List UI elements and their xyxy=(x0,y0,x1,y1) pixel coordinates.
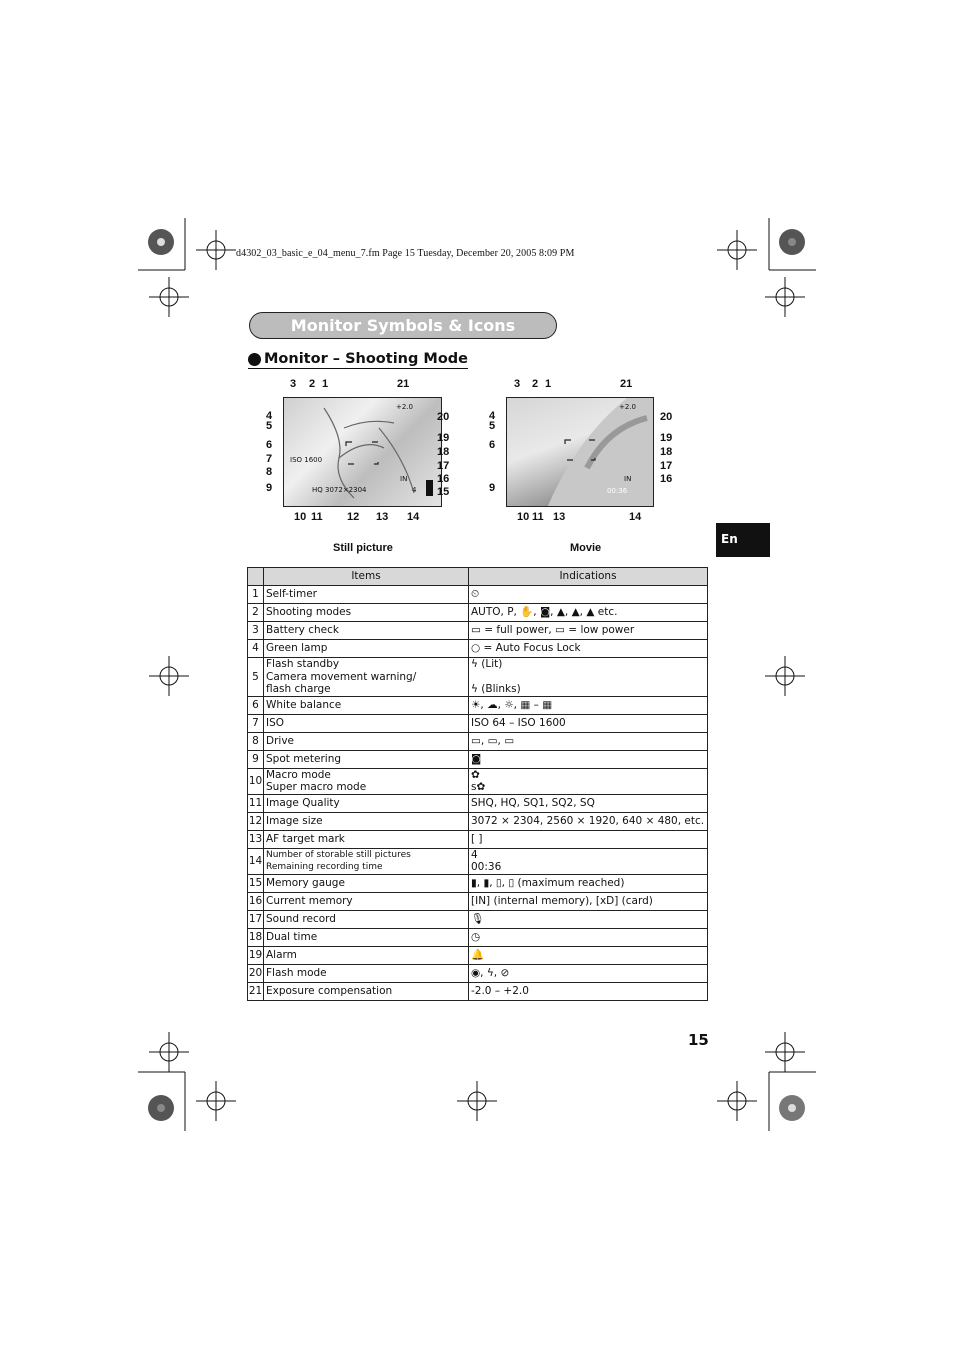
still-callout-7: 7 xyxy=(266,453,273,465)
row-item xyxy=(264,732,469,750)
row-indication-line: ⏲ xyxy=(471,588,480,601)
still-callout-5: 5 xyxy=(266,420,273,432)
row-indication xyxy=(469,982,708,1000)
row-number: 18 xyxy=(248,928,264,946)
table-row xyxy=(248,830,708,848)
movie-callout-10: 10 xyxy=(517,511,530,523)
row-indication xyxy=(469,604,708,622)
table-row xyxy=(248,794,708,812)
row-item-line: Image Quality xyxy=(266,796,340,809)
bullet-icon xyxy=(248,353,261,366)
row-item-line: Sound record xyxy=(266,912,336,925)
row-item-line: Self-timer xyxy=(266,588,317,601)
still-callout-13: 13 xyxy=(376,511,389,523)
row-number: 2 xyxy=(248,604,264,622)
table-header-indications: Indications xyxy=(469,568,708,586)
row-indication xyxy=(469,874,708,892)
table-row xyxy=(248,848,708,874)
row-indication-line: ▮, ▮, ▯, ▯ (maximum reached) xyxy=(471,876,625,889)
row-item xyxy=(264,640,469,658)
memory-gauge-icon xyxy=(426,480,433,496)
still-picture-screen xyxy=(283,397,442,507)
row-indication xyxy=(469,658,708,697)
row-indication-line: ◷ xyxy=(471,930,481,943)
row-indication xyxy=(469,928,708,946)
movie-callout-5: 5 xyxy=(489,420,496,432)
row-indication-line: ϟ (Lit) xyxy=(471,658,503,670)
row-item-line: AF target mark xyxy=(266,832,345,845)
movie-callout-19: 19 xyxy=(660,432,673,444)
table-row xyxy=(248,946,708,964)
movie-callout-6: 6 xyxy=(489,439,496,451)
row-indication-line: 4 xyxy=(471,848,478,861)
still-count-label: 4 xyxy=(412,486,417,494)
row-indication xyxy=(469,714,708,732)
row-number: 8 xyxy=(248,732,264,750)
row-indication xyxy=(469,732,708,750)
row-item-line: Exposure compensation xyxy=(266,984,393,997)
table-header-num xyxy=(248,568,264,586)
still-quality-label: HQ 3072×2304 xyxy=(312,486,367,494)
section-title: Monitor Symbols & Icons xyxy=(249,312,557,339)
row-indication-line: 3072 × 2304, 2560 × 1920, 640 × 480, etc. xyxy=(471,814,705,827)
row-item xyxy=(264,964,469,982)
row-item-line: Image size xyxy=(266,814,323,827)
row-item xyxy=(264,848,469,874)
movie-callout-9: 9 xyxy=(489,482,496,494)
row-indication-line: ○ = Auto Focus Lock xyxy=(471,642,581,655)
row-indication xyxy=(469,750,708,768)
table-row xyxy=(248,982,708,1000)
row-number: 3 xyxy=(248,622,264,640)
row-indication-line: ✿ xyxy=(471,768,480,781)
still-callout-14: 14 xyxy=(407,511,420,523)
movie-callout-4: 4 xyxy=(489,410,496,422)
still-callout-4: 4 xyxy=(266,410,273,422)
row-indication xyxy=(469,812,708,830)
row-number: 13 xyxy=(248,830,264,848)
language-tab: En xyxy=(716,523,770,557)
row-item-line: Memory gauge xyxy=(266,876,345,889)
row-indication-line: ◙ xyxy=(471,752,482,765)
row-item-line: Number of storable still pictures xyxy=(266,849,411,860)
still-callout-15: 15 xyxy=(437,486,450,498)
table-row xyxy=(248,910,708,928)
row-indication-line: AUTO, P, ✋, ◙, ▲, ▲, ▲ etc. xyxy=(471,606,618,619)
still-callout-18: 18 xyxy=(437,446,450,458)
row-item-line: Camera movement warning/ xyxy=(266,670,417,683)
movie-callout-20: 20 xyxy=(660,411,673,423)
row-indication-line: [IN] (internal memory), [xD] (card) xyxy=(471,894,653,907)
row-indication-line: s✿ xyxy=(471,781,486,793)
row-indication xyxy=(469,848,708,874)
table-row xyxy=(248,874,708,892)
movie-screen-art xyxy=(507,398,653,506)
row-indication-line: ▭, ▭, ▭ xyxy=(471,734,515,747)
table-row xyxy=(248,892,708,910)
row-number: 21 xyxy=(248,982,264,1000)
still-callout-3: 3 xyxy=(290,378,297,390)
row-item xyxy=(264,622,469,640)
row-number: 15 xyxy=(248,874,264,892)
row-number: 5 xyxy=(248,658,264,697)
table-row xyxy=(248,928,708,946)
row-indication xyxy=(469,586,708,604)
movie-callout-2: 2 xyxy=(532,378,539,390)
still-callout-16: 16 xyxy=(437,473,450,485)
row-indication xyxy=(469,830,708,848)
row-number: 1 xyxy=(248,586,264,604)
row-item xyxy=(264,696,469,714)
row-item xyxy=(264,982,469,1000)
still-callout-17: 17 xyxy=(437,460,450,472)
row-indication xyxy=(469,964,708,982)
row-item xyxy=(264,768,469,794)
table-row xyxy=(248,586,708,604)
table-row xyxy=(248,714,708,732)
file-header: d4302_03_basic_e_04_menu_7.fm Page 15 Tuesday, December 20, 2005 8:09 PM xyxy=(236,248,575,259)
table-row xyxy=(248,696,708,714)
still-callout-19: 19 xyxy=(437,432,450,444)
row-item-line: Flash mode xyxy=(266,966,327,979)
row-indication-line: ϟ (Blinks) xyxy=(471,683,521,695)
row-item-line: White balance xyxy=(266,698,342,711)
row-indication-line: ▭ = full power, ▭ = low power xyxy=(471,624,635,637)
row-item xyxy=(264,910,469,928)
row-item-line: Drive xyxy=(266,734,294,747)
row-item-line: Macro mode xyxy=(266,768,331,781)
symbols-table xyxy=(247,567,708,1001)
table-header-items: Items xyxy=(264,568,469,586)
row-item xyxy=(264,794,469,812)
row-number: 10 xyxy=(248,768,264,794)
still-callout-1: 1 xyxy=(322,378,329,390)
row-number: 12 xyxy=(248,812,264,830)
still-memory-label: IN xyxy=(400,475,408,483)
row-item xyxy=(264,892,469,910)
row-indication xyxy=(469,910,708,928)
movie-caption: Movie xyxy=(570,542,602,554)
row-indication xyxy=(469,696,708,714)
row-number: 16 xyxy=(248,892,264,910)
still-iso-label: ISO 1600 xyxy=(290,456,323,464)
movie-callout-17: 17 xyxy=(660,460,673,472)
movie-callout-18: 18 xyxy=(660,446,673,458)
still-callout-20: 20 xyxy=(437,411,450,423)
row-indication xyxy=(469,892,708,910)
row-item-line: Dual time xyxy=(266,930,318,943)
movie-callout-16: 16 xyxy=(660,473,673,485)
row-number: 9 xyxy=(248,750,264,768)
row-number: 7 xyxy=(248,714,264,732)
row-number: 6 xyxy=(248,696,264,714)
table-row xyxy=(248,768,708,794)
row-number: 4 xyxy=(248,640,264,658)
subsection-title: Monitor – Shooting Mode xyxy=(248,351,468,369)
table-row xyxy=(248,750,708,768)
still-callout-10: 10 xyxy=(294,511,307,523)
row-indication-line: ◉, ϟ, ⊘ xyxy=(471,966,510,979)
table-row xyxy=(248,640,708,658)
row-indication-line: ☀, ☁, ☼, ▦ – ▦ xyxy=(471,698,553,711)
row-item xyxy=(264,714,469,732)
row-indication-line xyxy=(471,671,705,684)
row-indication xyxy=(469,794,708,812)
row-item xyxy=(264,750,469,768)
row-indication xyxy=(469,768,708,794)
movie-exposure-label: +2.0 xyxy=(619,403,636,411)
row-indication xyxy=(469,946,708,964)
row-item xyxy=(264,658,469,697)
movie-callout-13: 13 xyxy=(553,511,566,523)
table-row xyxy=(248,604,708,622)
row-item-line: Alarm xyxy=(266,948,297,961)
row-item xyxy=(264,874,469,892)
row-number: 17 xyxy=(248,910,264,928)
still-callout-8: 8 xyxy=(266,466,273,478)
row-item-line: Shooting modes xyxy=(266,606,352,619)
row-item xyxy=(264,586,469,604)
still-callout-11: 11 xyxy=(311,511,323,523)
row-number: 20 xyxy=(248,964,264,982)
row-indication-line: 🔔 xyxy=(471,948,485,961)
row-item-line: Green lamp xyxy=(266,642,328,655)
row-indication-line: 00:36 xyxy=(471,861,502,873)
row-indication-line: [ ] xyxy=(471,832,483,845)
still-callout-12: 12 xyxy=(347,511,360,523)
row-item-line: Battery check xyxy=(266,624,339,637)
still-callout-2: 2 xyxy=(309,378,316,390)
row-item xyxy=(264,830,469,848)
row-item xyxy=(264,812,469,830)
row-item-line: Flash standby xyxy=(266,658,340,670)
movie-time-label: 00:36 xyxy=(607,487,628,495)
row-item-line: Super macro mode xyxy=(266,781,367,793)
row-indication xyxy=(469,622,708,640)
row-indication-line: SHQ, HQ, SQ1, SQ2, SQ xyxy=(471,796,595,809)
row-item xyxy=(264,946,469,964)
row-item-line: Current memory xyxy=(266,894,353,907)
table-row xyxy=(248,964,708,982)
row-item xyxy=(264,928,469,946)
table-row xyxy=(248,812,708,830)
row-number: 14 xyxy=(248,848,264,874)
row-indication xyxy=(469,640,708,658)
movie-callout-1: 1 xyxy=(545,378,552,390)
movie-callout-21: 21 xyxy=(620,378,633,390)
row-indication-line: 🎙 xyxy=(471,912,485,925)
row-indication-line: -2.0 – +2.0 xyxy=(471,984,529,997)
movie-callout-11: 11 xyxy=(532,511,544,523)
still-callout-21: 21 xyxy=(397,378,410,390)
row-item-line: Spot metering xyxy=(266,752,342,765)
still-callout-6: 6 xyxy=(266,439,273,451)
movie-memory-label: IN xyxy=(624,475,632,483)
row-item-line: Remaining recording time xyxy=(266,862,383,872)
still-exposure-label: +2.0 xyxy=(396,403,413,411)
row-item-line: ISO xyxy=(266,716,285,729)
row-number: 11 xyxy=(248,794,264,812)
page-number: 15 xyxy=(688,1031,709,1049)
table-row xyxy=(248,732,708,750)
table-row xyxy=(248,622,708,640)
row-item xyxy=(264,604,469,622)
row-number: 19 xyxy=(248,946,264,964)
still-picture-caption: Still picture xyxy=(333,542,393,554)
movie-screen xyxy=(506,397,654,507)
table-row xyxy=(248,658,708,697)
movie-callout-3: 3 xyxy=(514,378,521,390)
movie-callout-14: 14 xyxy=(629,511,642,523)
row-indication-line: ISO 64 – ISO 1600 xyxy=(471,716,566,729)
table-header-row xyxy=(248,568,708,586)
row-item-line: flash charge xyxy=(266,683,331,695)
still-callout-9: 9 xyxy=(266,482,273,494)
